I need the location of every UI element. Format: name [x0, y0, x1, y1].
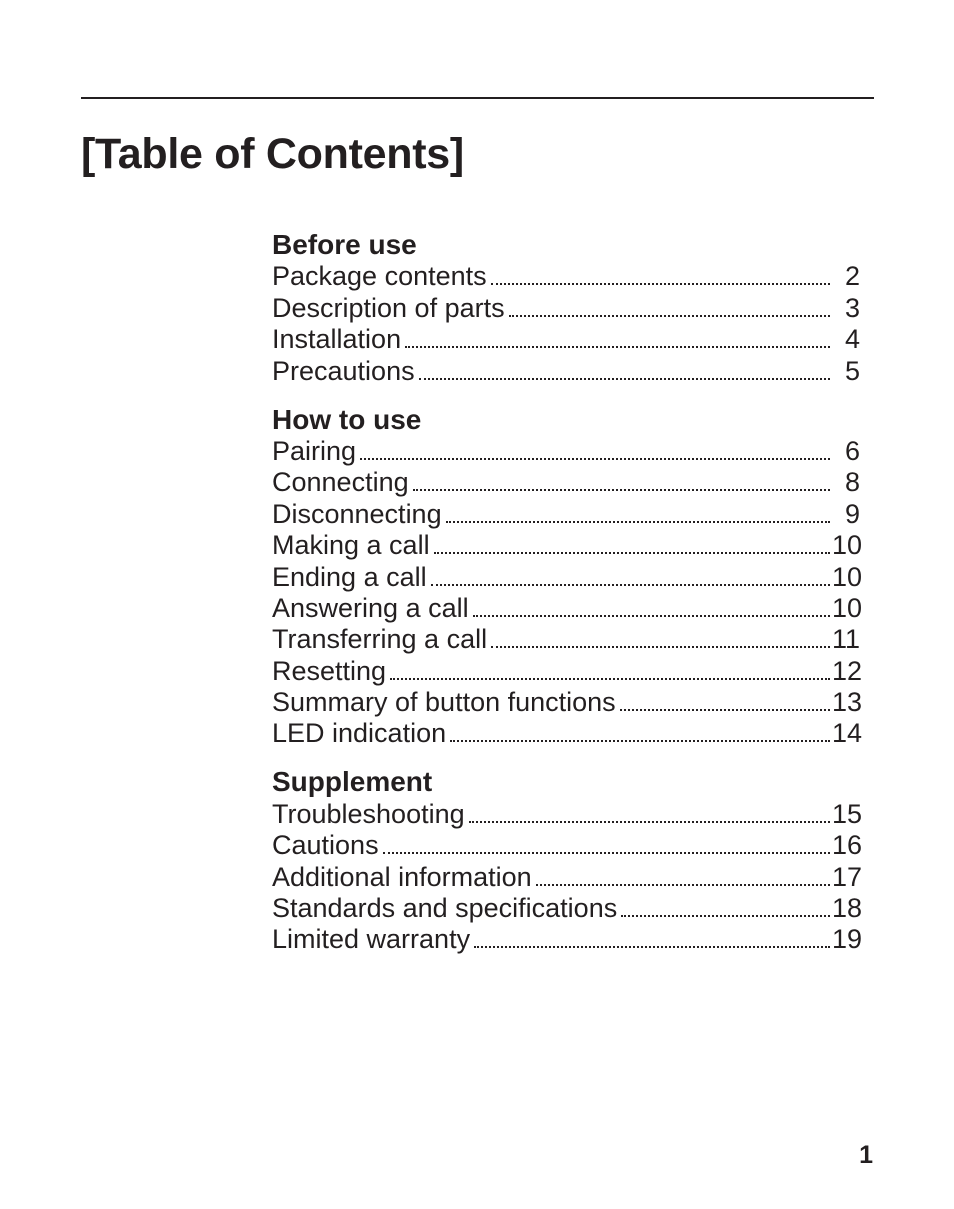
toc-entry-ending-a-call[interactable] [272, 561, 863, 592]
toc-section-how-to-use [272, 403, 863, 750]
toc-entry-page: 11 [832, 624, 861, 655]
toc-entry-page: 10 [832, 592, 863, 623]
toc-entry-label: Standards and specifications [272, 893, 618, 924]
toc-entry-page: 8 [844, 467, 860, 498]
dot-leader [446, 521, 830, 523]
toc-entry-label: Making a call [272, 530, 430, 561]
section-heading: Before use [272, 229, 417, 260]
toc-entry-label: Connecting [272, 467, 409, 498]
page-number: 1 [859, 1141, 873, 1169]
toc-entry-transferring-a-call[interactable] [272, 624, 860, 655]
toc-entry-label: Limited warranty [272, 924, 471, 955]
toc-entry-label: Precautions [272, 355, 415, 386]
toc-entry-standards-and-specifications[interactable] [272, 893, 863, 924]
dot-leader [405, 346, 830, 348]
toc-entry-making-a-call[interactable] [272, 530, 863, 561]
dot-leader [434, 552, 830, 554]
dot-leader [383, 852, 830, 854]
toc-section-before-use [272, 229, 860, 387]
toc-entry-label: Troubleshooting [272, 798, 465, 829]
toc-entry-label: Ending a call [272, 561, 427, 592]
toc-entry-label: Pairing [272, 435, 357, 466]
dot-leader [536, 884, 830, 886]
toc-entry-label: Installation [272, 324, 402, 355]
toc-entry-page: 10 [832, 561, 863, 592]
toc-entry-label: Summary of button functions [272, 687, 616, 718]
toc-entry-connecting[interactable] [272, 467, 860, 498]
dot-leader [390, 678, 830, 680]
toc-entry-installation[interactable] [272, 324, 860, 355]
toc-entry-package-contents[interactable] [272, 261, 860, 292]
toc-entry-cautions[interactable] [272, 830, 863, 861]
toc-entry-page: 10 [832, 530, 863, 561]
table-of-contents [272, 229, 863, 972]
toc-entry-label: Description of parts [272, 292, 505, 323]
toc-entry-page: 17 [832, 861, 863, 892]
toc-entry-limited-warranty[interactable] [272, 924, 863, 955]
toc-entry-page: 15 [832, 798, 863, 829]
dot-leader [621, 915, 830, 917]
toc-entry-label: Resetting [272, 655, 387, 686]
toc-entry-page: 4 [844, 324, 860, 355]
toc-entry-answering-a-call[interactable] [272, 592, 863, 624]
dot-leader [491, 283, 830, 285]
toc-entry-label: Transferring a call [272, 624, 488, 655]
top-rule [81, 97, 874, 99]
toc-entry-pairing[interactable] [272, 436, 860, 467]
toc-entry-label: Answering a call [272, 592, 469, 623]
toc-section-supplement [272, 766, 863, 955]
section-heading: How to use [272, 403, 422, 435]
toc-entry-led-indication[interactable] [272, 718, 863, 749]
dot-leader [620, 709, 830, 711]
toc-entry-page: 18 [832, 893, 863, 924]
toc-entry-summary-of-button-functions[interactable] [272, 687, 863, 718]
toc-entry-description-of-parts[interactable] [272, 292, 860, 323]
dot-leader [473, 615, 830, 617]
toc-entry-resetting[interactable] [272, 655, 863, 686]
dot-leader [491, 646, 830, 648]
dot-leader [509, 315, 830, 317]
toc-entry-page: 6 [844, 435, 860, 466]
toc-entry-page: 2 [844, 261, 860, 292]
toc-entry-label: Package contents [272, 261, 487, 292]
toc-entry-precautions[interactable] [272, 355, 860, 386]
page-title: [Table of Contents] [81, 130, 464, 178]
toc-entry-page: 12 [832, 655, 863, 686]
section-heading: Supplement [272, 766, 433, 798]
dot-leader [469, 821, 830, 823]
toc-entry-label: LED indication [272, 718, 447, 749]
toc-entry-page: 13 [832, 687, 863, 718]
toc-entry-page: 5 [844, 355, 860, 386]
dot-leader [360, 458, 830, 460]
toc-entry-label: Disconnecting [272, 498, 442, 529]
dot-leader [450, 740, 830, 742]
dot-leader [413, 489, 830, 491]
dot-leader [431, 584, 830, 586]
toc-entry-page: 3 [844, 292, 860, 323]
toc-entry-label: Cautions [272, 830, 379, 861]
toc-entry-page: 19 [832, 924, 863, 955]
toc-entry-page: 16 [832, 830, 863, 861]
toc-entry-label: Additional information [272, 861, 532, 892]
toc-entry-additional-information[interactable] [272, 861, 863, 892]
toc-entry-page: 9 [844, 498, 860, 529]
toc-entry-troubleshooting[interactable] [272, 798, 863, 829]
toc-entry-page: 14 [832, 718, 863, 749]
dot-leader [474, 946, 830, 948]
toc-entry-disconnecting[interactable] [272, 498, 860, 529]
dot-leader [419, 378, 830, 380]
